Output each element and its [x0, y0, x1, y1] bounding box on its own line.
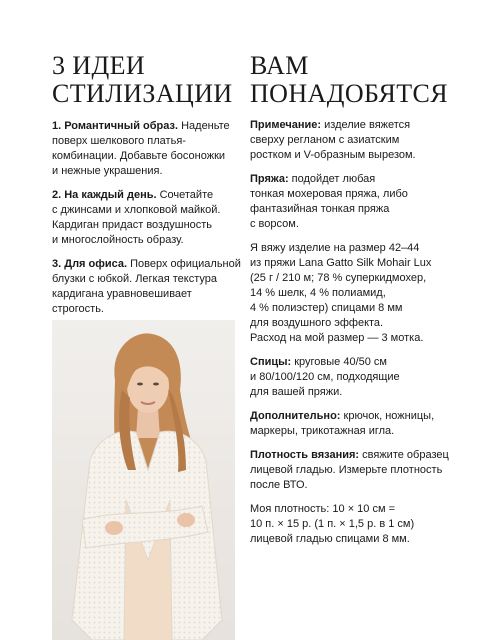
styling-ideas-column — [52, 52, 242, 326]
text-line: и многослойность образу. — [52, 234, 184, 246]
my-gauge-paragraph — [250, 502, 455, 547]
paragraph-label: Примечание: — [250, 119, 322, 131]
text-line: сверху регланом с азиатским — [250, 134, 400, 146]
text-line: (25 г / 210 м; 78 % суперкидмохер, — [250, 272, 427, 284]
extra-tools-paragraph — [250, 409, 455, 439]
title-line: ПОНАДОБЯТСЯ — [250, 79, 448, 108]
paragraph-label: Пряжа: — [250, 173, 289, 185]
text-line: строгость. — [52, 303, 104, 315]
idea-paragraph — [52, 257, 242, 317]
paragraph-label: Дополнительно: — [250, 410, 341, 422]
hand — [105, 521, 123, 535]
text-line: кардигана уравновешивает — [52, 288, 192, 300]
text-line: маркеры, трикотажная игла. — [250, 425, 395, 437]
text-line: с ворсом. — [250, 218, 299, 230]
text-line: 10 п. × 15 р. (1 п. × 1,5 р. в 1 см) — [250, 518, 415, 530]
text-line: и 80/100/120 см, подходящие — [250, 371, 400, 383]
text-line: после ВТО. — [250, 479, 308, 491]
yarn-paragraph — [250, 172, 455, 232]
text-line: фантазийная тонкая пряжа — [250, 203, 390, 215]
hand — [177, 513, 195, 527]
text-line: блузки с юбкой. Легкая текстура — [52, 273, 217, 285]
my-yarn-paragraph — [250, 241, 455, 346]
text-line: для вашей пряжи. — [250, 386, 343, 398]
text-line: Моя плотность: 10 × 10 см = — [250, 503, 396, 515]
model-photo — [52, 320, 235, 640]
idea-paragraph — [52, 188, 242, 248]
text-line: для воздушного эффекта. — [250, 317, 384, 329]
text-line: ростком и V-образным вырезом. — [250, 149, 416, 161]
text-line: с джинсами и хлопковой майкой. — [52, 204, 221, 216]
text-line: Пряжа: подойдет любая — [250, 173, 376, 185]
text-line: из пряжи Lana Gatto Silk Mohair Lux — [250, 257, 432, 269]
gauge-paragraph — [250, 448, 455, 493]
note-paragraph — [250, 118, 455, 163]
text-line: поверх шелкового платья- — [52, 135, 186, 147]
idea-paragraph — [52, 119, 242, 179]
text-line: лицевой гладью. Измерьте плотность — [250, 464, 443, 476]
text-line: Дополнительно: крючок, ножницы, — [250, 410, 435, 422]
styling-ideas-title — [52, 52, 242, 108]
text-line: Примечание: изделие вяжется — [250, 119, 411, 131]
paragraph-label: Плотность вязания: — [250, 449, 360, 461]
ideas-list — [52, 119, 242, 317]
text-line: и нежные украшения. — [52, 165, 163, 177]
title-line: 3 ИДЕИ — [52, 51, 146, 80]
text-line: тонкая мохеровая пряжа, либо — [250, 188, 408, 200]
text-line: Кардиган придаст воздушность — [52, 219, 213, 231]
materials-title — [250, 52, 455, 108]
paragraph-label: Спицы: — [250, 356, 292, 368]
paragraph-label: 2. На каждый день. — [52, 189, 157, 201]
text-line: Спицы: круговые 40/50 см — [250, 356, 387, 368]
text-line: Расход на мой размер — 3 мотка. — [250, 332, 424, 344]
materials-column — [250, 52, 455, 556]
model-illustration — [52, 320, 235, 640]
text-line: Плотность вязания: свяжите образец — [250, 449, 449, 461]
paragraph-label: 1. Романтичный образ. — [52, 120, 179, 132]
text-line: 4 % полиэстер) спицами 8 мм — [250, 302, 403, 314]
text-line: комбинации. Добавьте босоножки — [52, 150, 226, 162]
text-line: лицевой гладью спицами 8 мм. — [250, 533, 410, 545]
text-line: 2. На каждый день. Сочетайте — [52, 189, 214, 201]
text-line: 1. Романтичный образ. Наденьте — [52, 120, 230, 132]
text-line: 3. Для офиса. Поверх официальной — [52, 258, 241, 270]
text-line: Я вяжу изделие на размер 42–44 — [250, 242, 420, 254]
title-line: СТИЛИЗАЦИИ — [52, 79, 233, 108]
paragraph-label: 3. Для офиса. — [52, 258, 128, 270]
title-line: ВАМ — [250, 51, 309, 80]
text-line: 14 % шелк, 4 % полиамид, — [250, 287, 386, 299]
needles-paragraph — [250, 355, 455, 400]
